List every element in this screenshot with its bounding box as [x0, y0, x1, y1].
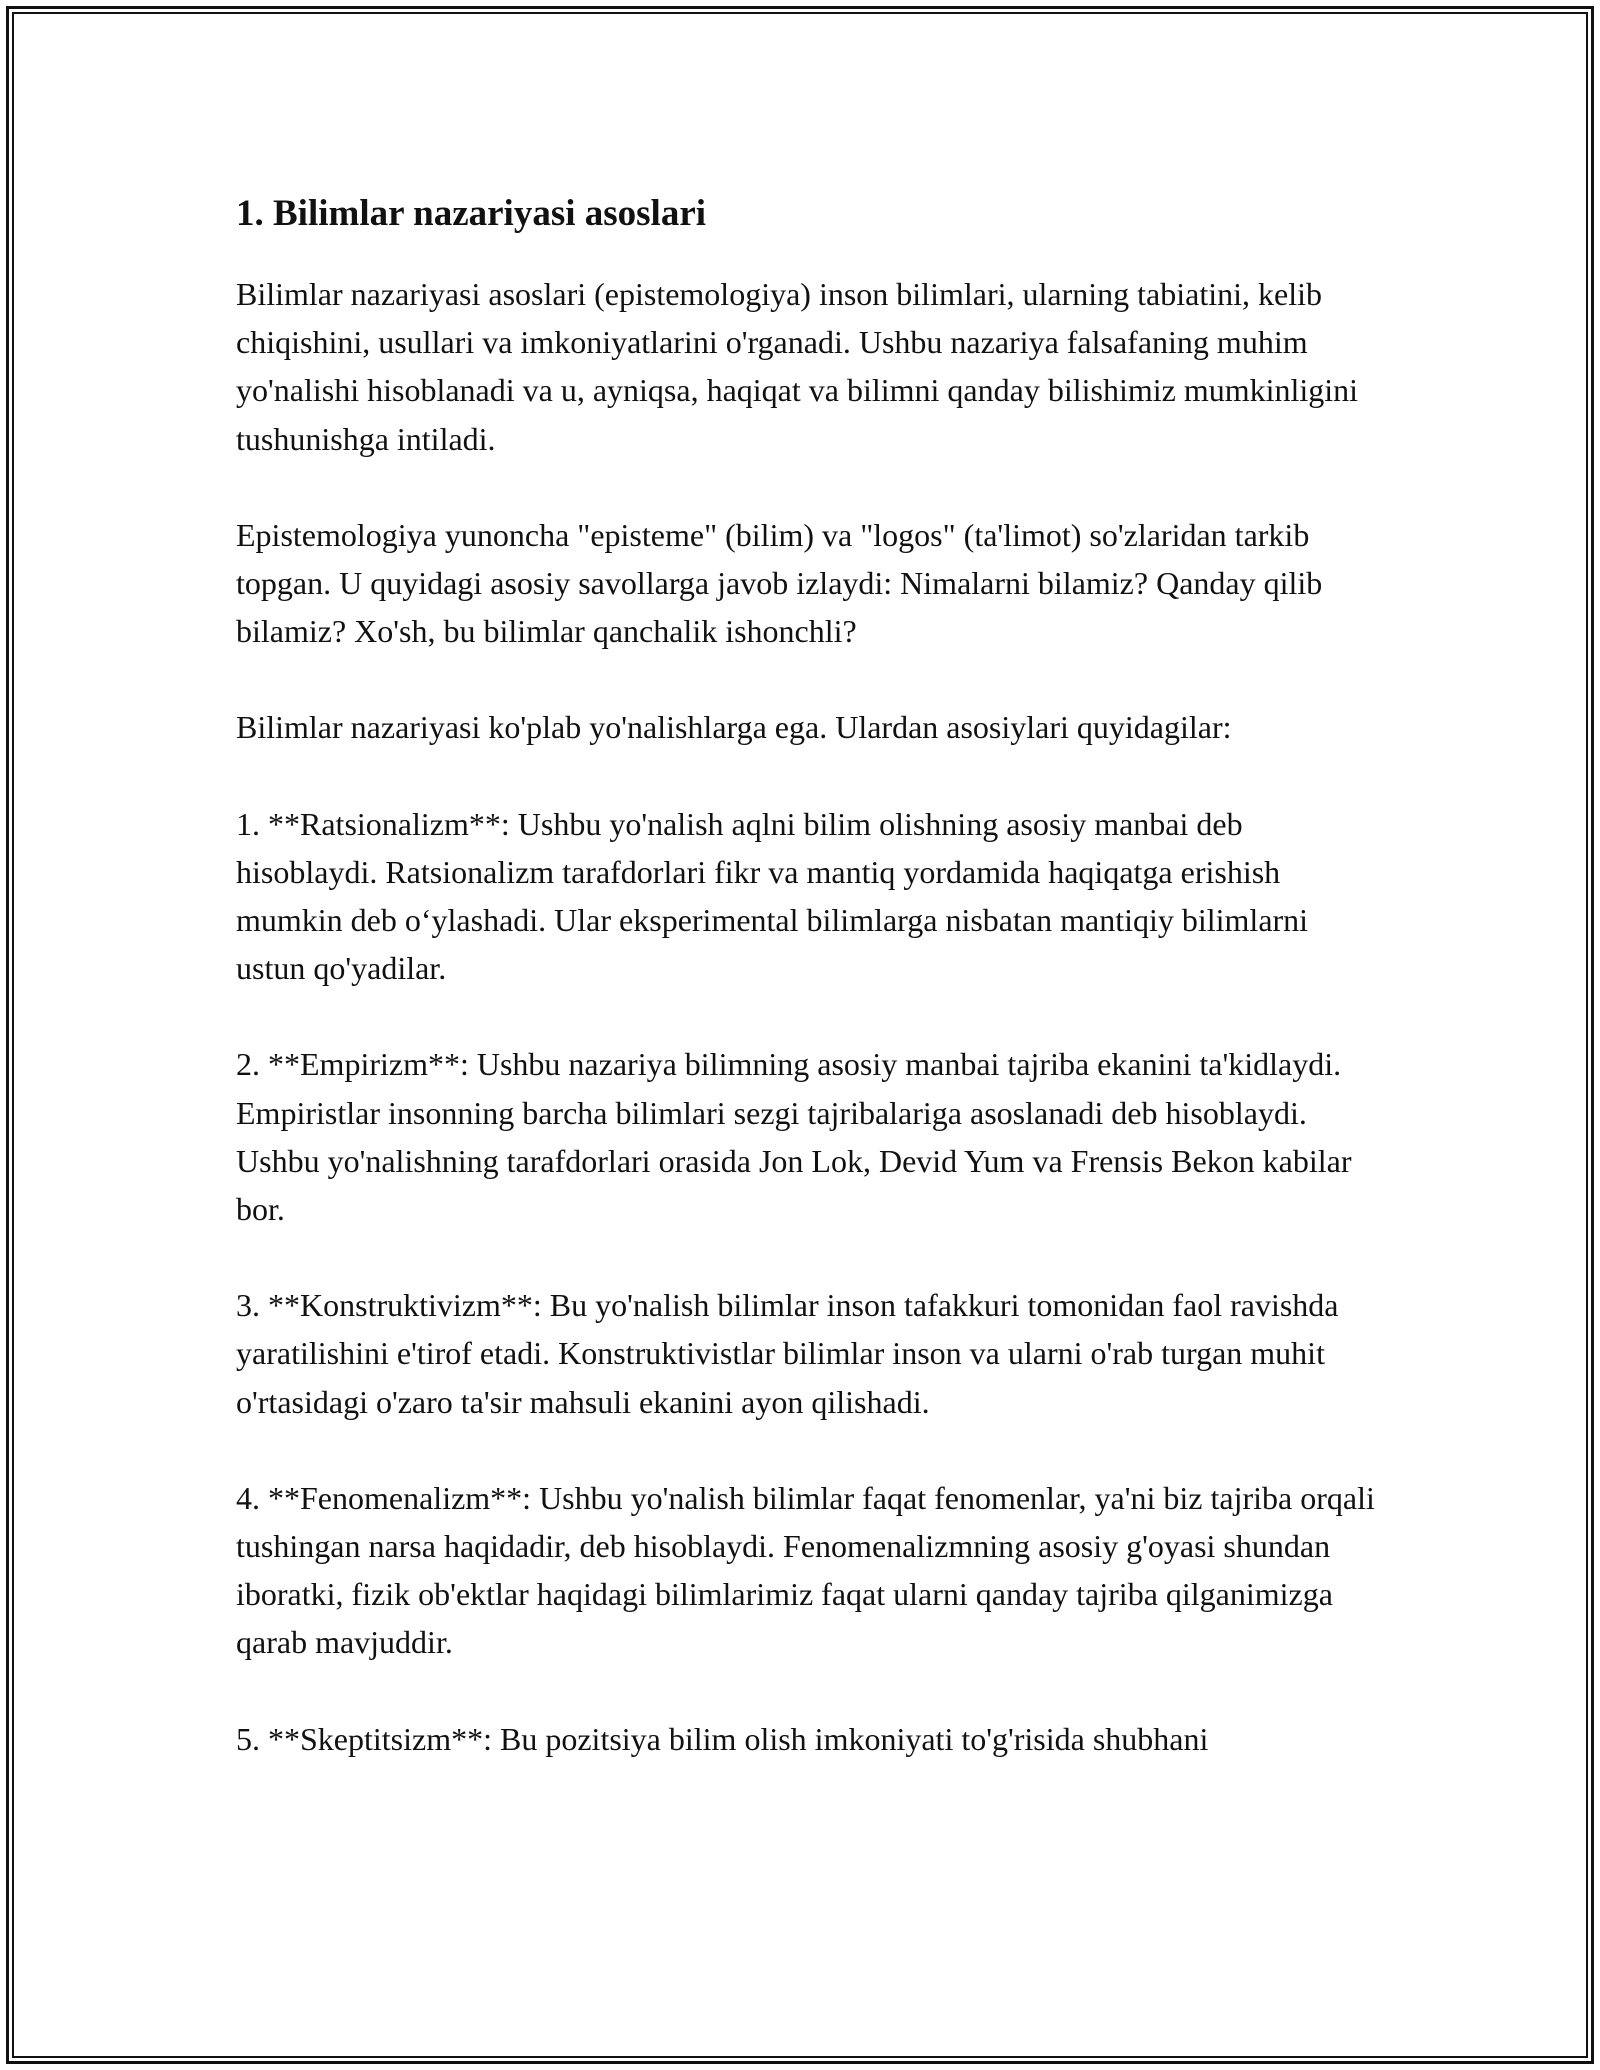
list-item-empiricism: 2. **Empirizm**: Ushbu nazariya bilimning asosiy manbai tajriba ekanini ta'kidlaydi. Empiristlar insonning barcha bilimlari sezgi tajribalariga asoslanadi deb hisoblaydi. Ushbu yo'nalishning tarafdorlari orasida Jon Lok, Devid Yum va Frensis Bekon kabilar bor.: [236, 1046, 1352, 1228]
paragraph-intro: Bilimlar nazariyasi asoslari (epistemologiya) inson bilimlari, ularning tabiatini, kelib chiqishini, usullari va imkoniyatlarini o'rganadi. Ushbu nazariya falsafaning muhim yo'nalishi hisoblanadi va u, ayniqsa, haqiqat va bilimni qanday bilishimiz mumkinligini tushunishga intiladi.: [236, 276, 1359, 457]
list-item-phenomenalism: 4. **Fenomenalizm**: Ushbu yo'nalish bilimlar faqat fenomenlar, ya'ni biz tajriba orqali tushingan narsa haqidadir, deb hisoblaydi. Fenomenalizmning asosiy g'oyasi shundan iboratki, fizik ob'ektlar haqidagi bilimlarimiz faqat ularni qanday tajriba qilganimizga qarab mavjuddir.: [236, 1479, 1375, 1661]
list-item-constructivism: 3. **Konstruktivizm**: Bu yo'nalish bilimlar inson tafakkuri tomonidan faol ravishda yaratilishini e'tirof etadi. Konstruktivistlar bilimlar inson va ularni o'rab turgan muhit o'rtasidagi o'zaro ta'sir mahsuli ekanini ayon qilishadi.: [236, 1287, 1339, 1420]
paragraph-etymology: Epistemologiya yunoncha "episteme" (bilim) va "logos" (ta'limot) so'zlaridan tarkib topgan. U quyidagi asosiy savollarga javob izlaydi: Nimalarni bilamiz? Qanday qilib bilamiz? Xo'sh, bu bilimlar qanchalik ishonchli?: [236, 516, 1323, 650]
document-body: [236, 188, 1376, 1763]
list-item-rationalism: 1. **Ratsionalizm**: Ushbu yo'nalish aqlni bilim olishning asosiy manbai deb hisoblaydi. Ratsionalizm tarafdorlari fikr va mantiq yordamida haqiqatga erishish mumkin deb o‘ylashadi. Ular eksperimental bilimlarga nisbatan mantiqiy bilimlarni ustun qo'yadilar.: [236, 805, 1309, 987]
paragraph-directions: Bilimlar nazariyasi ko'plab yo'nalishlarga ega. Ulardan asosiylari quyidagilar:: [236, 709, 1232, 746]
list-item-skepticism: 5. **Skeptitsizm**: Bu pozitsiya bilim olish imkoniyati to'g'risida shubhani: [236, 1720, 1209, 1757]
section-heading: 1. Bilimlar nazariyasi asoslari: [236, 193, 707, 234]
